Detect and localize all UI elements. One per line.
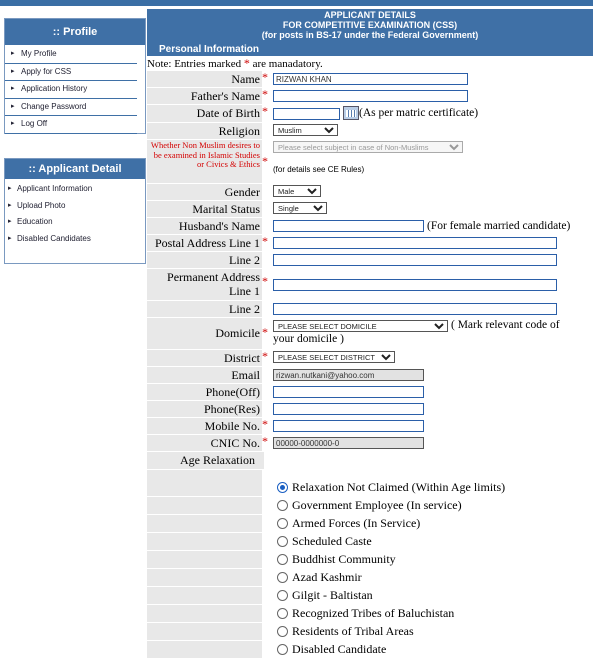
- dob-hint: (As per matric certificate): [359, 107, 479, 119]
- row-permanent-line2: [147, 301, 593, 318]
- row-permanent-line1: [147, 269, 593, 301]
- age-option-text: Armed Forces (In Service): [292, 516, 421, 530]
- row-cnic: [147, 435, 593, 452]
- radio-button[interactable]: [277, 482, 288, 493]
- domicile-hint: ( Mark relevant code of your domicile ): [273, 319, 560, 345]
- husband-input[interactable]: [273, 220, 424, 232]
- required-star: *: [243, 56, 250, 70]
- row-mobile: [147, 418, 593, 435]
- email-input[interactable]: [273, 369, 424, 381]
- menu-apply-css[interactable]: [5, 64, 137, 82]
- arrow-icon: ▸: [11, 102, 15, 110]
- form-header: [147, 9, 593, 43]
- dob-input[interactable]: [273, 108, 340, 120]
- dob-label: Date of Birth: [147, 105, 262, 122]
- profile-title: :: Profile: [5, 19, 145, 45]
- arrow-icon: ▸: [8, 185, 12, 192]
- age-option-label-cell: [147, 551, 262, 568]
- spacer-cell: [147, 470, 262, 479]
- header-note: (for posts in BS-17 under the Federal Government): [261, 30, 479, 40]
- top-bar: [0, 0, 593, 6]
- menu-label: Education: [17, 217, 53, 226]
- menu-change-password[interactable]: [5, 99, 137, 117]
- required-star: *: [262, 87, 268, 101]
- required-star: *: [262, 325, 268, 339]
- email-label: Email: [147, 367, 262, 383]
- radio-button[interactable]: [277, 554, 288, 565]
- applicant-detail-title: :: Applicant Detail: [5, 159, 145, 179]
- age-option-label-cell: [147, 587, 262, 604]
- arrow-icon: ▸: [8, 218, 12, 225]
- marital-label: Marital Status: [147, 201, 262, 217]
- row-gender: [147, 184, 593, 201]
- age-option-text: Azad Kashmir: [292, 570, 362, 584]
- age-option-row[interactable]: [147, 497, 593, 515]
- required-star: *: [262, 234, 268, 248]
- header-subtitle: FOR COMPETITIVE EXAMINATION (CSS): [282, 20, 458, 30]
- arrow-icon: ▸: [11, 120, 15, 127]
- age-option-label-cell: [147, 605, 262, 622]
- age-option-text: Scheduled Caste: [292, 534, 372, 548]
- age-option-row[interactable]: [147, 641, 593, 659]
- permanent-line1-input[interactable]: [273, 279, 557, 291]
- row-religion: [147, 123, 593, 140]
- age-option-label-cell: [147, 623, 262, 640]
- menu-label: Application History: [21, 84, 88, 93]
- age-option-text: Disabled Candidate: [292, 642, 387, 656]
- required-star: *: [262, 349, 268, 363]
- arrow-icon: ▸: [8, 234, 12, 242]
- age-option-text: Residents of Tribal Areas: [292, 624, 414, 638]
- age-option-label-cell: [147, 479, 262, 496]
- row-district: [147, 350, 593, 367]
- name-input[interactable]: [273, 73, 468, 85]
- profile-panel: [4, 18, 146, 134]
- postal-line2-input[interactable]: [273, 254, 557, 266]
- name-label: Name: [147, 71, 262, 87]
- age-option-row[interactable]: [147, 551, 593, 569]
- district-select[interactable]: [273, 351, 395, 363]
- radio-button[interactable]: [277, 608, 288, 619]
- menu-disabled-candidates[interactable]: [5, 231, 145, 248]
- menu-label: Upload Photo: [17, 200, 66, 210]
- required-star: *: [262, 104, 268, 118]
- row-date-of-birth: [147, 105, 593, 123]
- radio-button[interactable]: [277, 572, 288, 583]
- age-option-row[interactable]: [147, 587, 593, 605]
- age-relaxation-label: Age Relaxation: [147, 452, 264, 469]
- religion-select[interactable]: [273, 124, 338, 136]
- permanent-line2-input[interactable]: [273, 303, 557, 315]
- row-phone-off: [147, 384, 593, 401]
- gender-label: Gender: [147, 184, 262, 200]
- phone-off-input[interactable]: [273, 386, 424, 398]
- menu-label: Change Password: [21, 101, 87, 111]
- radio-button[interactable]: [277, 644, 288, 655]
- row-marital-status: [147, 201, 593, 218]
- arrow-icon: ▸: [11, 50, 15, 57]
- row-postal-line2: [147, 252, 593, 269]
- postal-line2-label: Line 2: [147, 252, 262, 268]
- row-domicile: [147, 318, 593, 350]
- required-star: *: [262, 274, 268, 288]
- father-name-input[interactable]: [273, 90, 468, 102]
- age-option-label-cell: [147, 515, 262, 532]
- menu-label: Applicant Information: [17, 184, 93, 193]
- row-name: [147, 71, 593, 88]
- phone-res-label: Phone(Res): [147, 401, 262, 417]
- row-father-name: [147, 88, 593, 105]
- menu-my-profile[interactable]: [5, 46, 137, 64]
- age-option-text: Relaxation Not Claimed (Within Age limits): [292, 480, 506, 494]
- note-prefix: Note: Entries marked: [147, 58, 242, 70]
- arrow-icon: ▸: [11, 67, 15, 75]
- district-label: District: [147, 350, 262, 366]
- menu-label: Log Off: [21, 119, 48, 128]
- required-star: *: [262, 154, 268, 168]
- age-option-text: Government Employee (In service): [292, 498, 462, 512]
- age-option-label-cell: [147, 533, 262, 550]
- husband-hint: (For female married candidate): [427, 220, 571, 232]
- cnic-label: CNIC No.: [147, 435, 262, 451]
- postal-line1-input[interactable]: [273, 237, 557, 249]
- radio-button[interactable]: [277, 536, 288, 547]
- age-option-label-cell: [147, 641, 262, 658]
- non-muslim-select[interactable]: [273, 141, 463, 153]
- age-option-row[interactable]: [147, 623, 593, 641]
- postal-line1-label: Postal Address Line 1: [147, 235, 262, 251]
- menu-label: Apply for CSS: [21, 66, 72, 76]
- note-suffix: are manadatory.: [252, 58, 323, 70]
- age-option-row[interactable]: [147, 515, 593, 533]
- menu-log-off[interactable]: [5, 116, 137, 134]
- radio-button[interactable]: [277, 518, 288, 529]
- arrow-icon: ▸: [11, 85, 15, 92]
- cnic-input[interactable]: [273, 437, 424, 449]
- row-non-muslim-subject: [147, 140, 593, 184]
- menu-education[interactable]: [5, 214, 145, 231]
- menu-upload-photo[interactable]: [5, 198, 145, 215]
- menu-label: My Profile: [21, 49, 57, 58]
- required-star: *: [262, 70, 268, 84]
- age-option-text: Buddhist Community: [292, 552, 396, 566]
- row-email: [147, 367, 593, 384]
- menu-applicant-information[interactable]: [5, 181, 145, 198]
- age-option-text: Recognized Tribes of Baluchistan: [292, 606, 455, 620]
- arrow-icon: ▸: [8, 201, 12, 209]
- age-option-row[interactable]: [147, 533, 593, 551]
- menu-label: Disabled Candidates: [17, 233, 91, 243]
- religion-label: Religion: [147, 123, 262, 139]
- calendar-icon[interactable]: [343, 106, 359, 120]
- mobile-label: Mobile No.: [147, 418, 262, 434]
- phone-res-input[interactable]: [273, 403, 424, 415]
- radio-button[interactable]: [277, 626, 288, 637]
- age-option-label-cell: [147, 569, 262, 586]
- age-options-spacer: [147, 470, 593, 479]
- mandatory-note: [147, 56, 593, 71]
- radio-button[interactable]: [277, 500, 288, 511]
- age-option-row[interactable]: [147, 569, 593, 587]
- row-husband-name: [147, 218, 593, 235]
- husband-label: Husband's Name: [147, 218, 262, 234]
- age-option-row[interactable]: [147, 605, 593, 623]
- section-personal-information: Personal Information: [147, 43, 593, 56]
- row-age-relaxation: [147, 452, 593, 470]
- required-star: *: [262, 417, 268, 431]
- required-star: *: [262, 434, 268, 448]
- mobile-input[interactable]: [273, 420, 424, 432]
- applicant-details-form: [147, 9, 593, 659]
- domicile-label: Domicile: [147, 318, 262, 349]
- row-phone-res: [147, 401, 593, 418]
- permanent-line1-label: Permanent Address Line 1: [147, 269, 262, 300]
- age-option-row[interactable]: [147, 479, 593, 497]
- non-muslim-label: Whether Non Muslim desires to be examined in Islamic Studies or Civics & Ethics: [147, 140, 262, 183]
- radio-button[interactable]: [277, 590, 288, 601]
- age-relaxation-options: [147, 470, 593, 659]
- father-name-label: Father's Name: [147, 88, 262, 104]
- permanent-line2-label: Line 2: [147, 301, 262, 317]
- marital-select[interactable]: [273, 202, 327, 214]
- ce-rules-hint: (for details see CE Rules): [273, 165, 365, 174]
- gender-select[interactable]: [273, 185, 321, 197]
- applicant-detail-panel: [4, 158, 146, 264]
- age-option-label-cell: [147, 497, 262, 514]
- header-title: APPLICANT DETAILS: [324, 10, 416, 20]
- age-option-text: Gilgit - Baltistan: [292, 588, 373, 602]
- row-postal-line1: [147, 235, 593, 252]
- menu-application-history[interactable]: [5, 81, 137, 99]
- phone-off-label: Phone(Off): [147, 384, 262, 400]
